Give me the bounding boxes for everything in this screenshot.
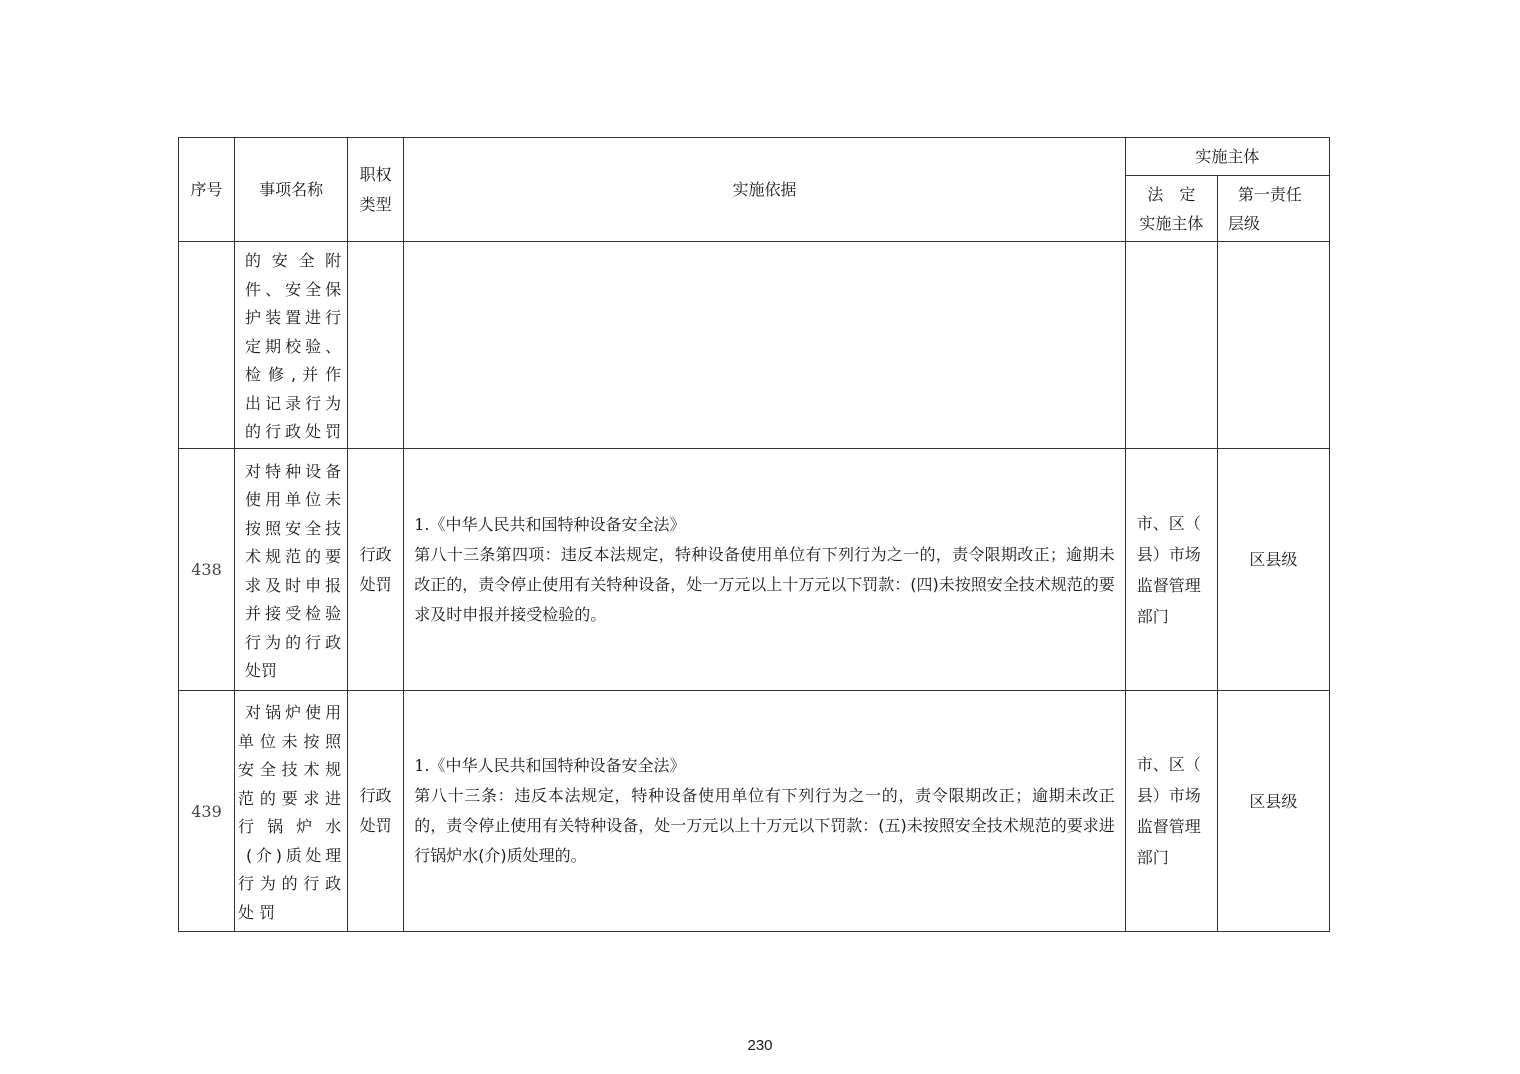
type-line: 行政 xyxy=(359,544,392,564)
header-entity-group: 实施主体 xyxy=(1125,138,1329,176)
header-name: 事项名称 xyxy=(235,138,348,242)
implementation-basis xyxy=(404,242,1126,449)
row-index: 438 xyxy=(179,449,235,691)
item-name xyxy=(235,691,348,932)
implementation-basis xyxy=(404,449,1126,691)
name-line: 的 安 全 附 xyxy=(245,251,342,271)
header-type xyxy=(348,138,404,242)
name-line: 行为的行政 xyxy=(238,874,342,893)
page-number: 230 xyxy=(747,1037,773,1054)
name-line: 安全技术规 xyxy=(238,760,342,779)
header-legal-line2: 实施主体 xyxy=(1139,213,1204,233)
entity-line: 监督管理 xyxy=(1136,575,1201,595)
authority-type xyxy=(348,449,404,691)
name-line: 的行政处罚 xyxy=(245,422,342,442)
responsibility-level: 区县级 xyxy=(1217,449,1329,691)
row-index xyxy=(179,242,235,449)
name-line: 行为的行政 xyxy=(245,632,342,652)
responsibility-level: 区县级 xyxy=(1217,691,1329,932)
entity-line: 部门 xyxy=(1136,606,1169,626)
name-line: 对锅炉使用 xyxy=(245,703,342,722)
header-legal-line1: 法 定 xyxy=(1147,184,1196,204)
header-type-line2: 类型 xyxy=(359,194,392,214)
item-name xyxy=(235,242,348,449)
table-row xyxy=(179,449,1330,691)
legal-entity xyxy=(1125,691,1217,932)
entity-line: 监督管理 xyxy=(1136,817,1201,836)
item-name xyxy=(235,449,348,691)
name-line: (介)质处理 xyxy=(246,845,342,865)
law-title: 1.《中华人民共和国特种设备安全法》 xyxy=(414,756,686,775)
header-level-line2: 层级 xyxy=(1227,213,1260,233)
type-line: 处罚 xyxy=(359,816,392,835)
name-line: 求及时申报 xyxy=(245,575,342,595)
header-row-1 xyxy=(179,138,1330,176)
entity-line: 县）市场 xyxy=(1136,544,1201,564)
header-level xyxy=(1217,176,1329,242)
row-index: 439 xyxy=(179,691,235,932)
entity-line: 市、区（ xyxy=(1136,755,1201,774)
name-line: 定期校验、 xyxy=(245,336,342,356)
header-legal-entity xyxy=(1125,176,1217,242)
header-basis: 实施依据 xyxy=(404,138,1126,242)
name-line: 检 修 , 并 作 xyxy=(245,365,342,385)
type-line: 行政 xyxy=(359,786,392,805)
law-article: 第八十三条：违反本法规定，特种设备使用单位有下列行为之一的，责令限期改正；逾期未改正的，责令停止使用有关特种设备，处一万元以上十万元以下罚款：(五)未按照安全技术规范的要求进行锅炉水(介)质处理的。 xyxy=(414,786,1115,865)
implementation-basis xyxy=(404,691,1126,932)
name-line: 范的要求进 xyxy=(238,788,342,808)
table-row xyxy=(179,242,1330,449)
entity-line: 市、区（ xyxy=(1136,513,1201,533)
legal-entity xyxy=(1125,242,1217,449)
name-line: 使用单位未 xyxy=(245,490,342,509)
name-line: 并接受检验 xyxy=(245,604,342,623)
law-article: 第八十三条第四项：违反本法规定，特种设备使用单位有下列行为之一的，责令限期改正；逾期未改正的，责令停止使用有关特种设备，处一万元以上十万元以下罚款：(四)未按照安全技术规范的要求及时申报并接受检验的。 xyxy=(414,544,1115,624)
header-seq: 序号 xyxy=(179,138,235,242)
table-row xyxy=(179,691,1330,932)
responsibility-table xyxy=(178,137,1330,932)
entity-line: 部门 xyxy=(1136,848,1169,867)
responsibility-level xyxy=(1217,242,1329,449)
name-line: 处罚 xyxy=(245,661,278,680)
name-line: 出记录行为 xyxy=(245,393,342,413)
name-line: 按照安全技 xyxy=(245,518,342,538)
name-line: 术规范的要 xyxy=(245,547,342,566)
law-title: 1.《中华人民共和国特种设备安全法》 xyxy=(414,514,686,534)
type-line: 处罚 xyxy=(359,574,392,594)
legal-entity xyxy=(1125,449,1217,691)
name-line: 护装置进行 xyxy=(245,308,342,328)
name-line: 单位未按照 xyxy=(238,731,342,751)
authority-type xyxy=(348,691,404,932)
entity-line: 县）市场 xyxy=(1136,786,1201,805)
name-line: 处 罚 xyxy=(238,902,276,922)
name-line: 对特种设备 xyxy=(245,461,342,481)
name-line: 件、安全保 xyxy=(245,279,342,299)
header-type-line1: 职权 xyxy=(359,164,392,184)
name-line: 行 锅 炉 水 xyxy=(238,817,342,836)
header-level-line1: 第一责任 xyxy=(1237,184,1302,204)
authority-type xyxy=(348,242,404,449)
